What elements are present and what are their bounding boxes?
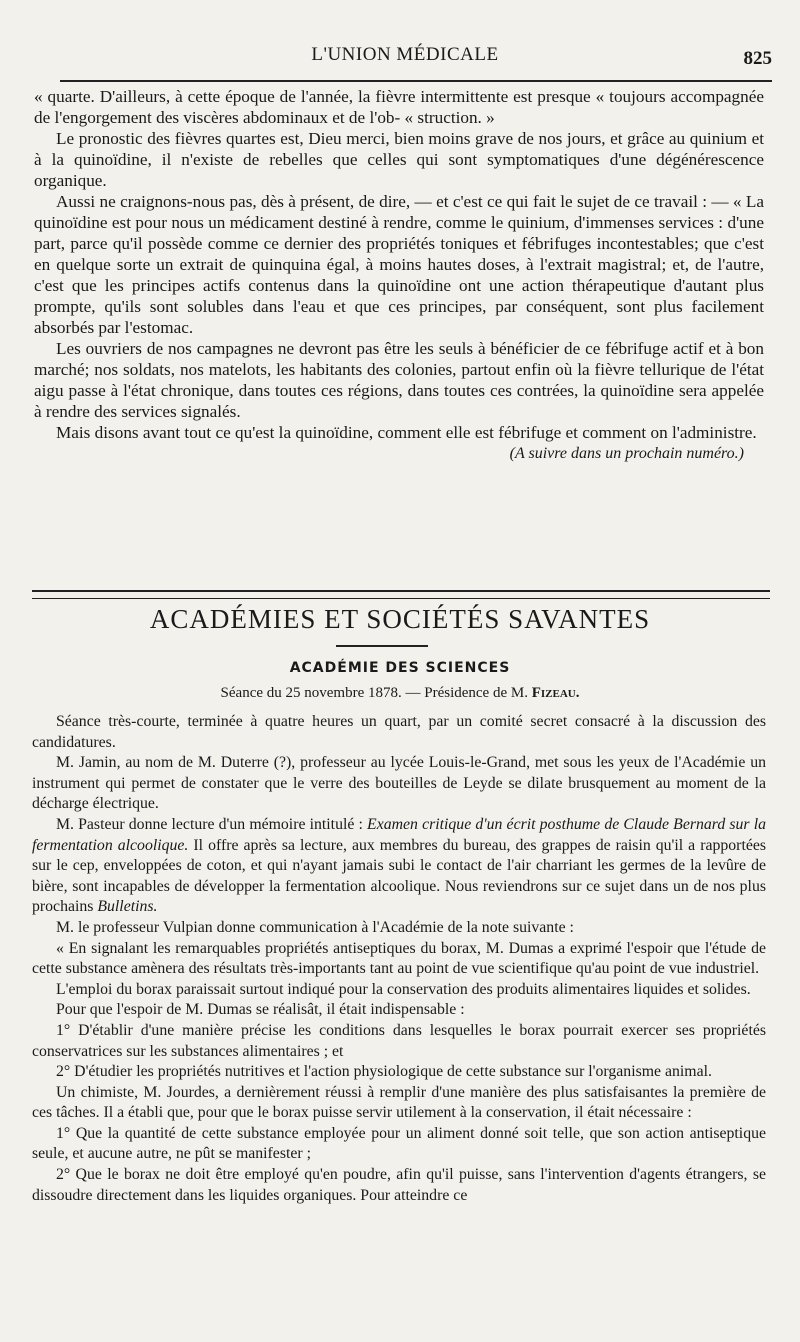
paragraph: M. Jamin, au nom de M. Duterre (?), professeur au lycée Louis-le-Grand, met sous les yeux de l'Académie un instrument qui permet de constater que le verre des bouteilles de Leyde se dilate brusquement au moment de la décharge électrique.	[32, 754, 766, 813]
paragraph: Pour que l'espoir de M. Dumas se réalisât, il était indispensable :	[56, 1001, 465, 1019]
article-continuation	[34, 86, 764, 464]
title-underline	[336, 645, 428, 647]
section-divider	[32, 590, 770, 599]
paragraph: « En signalant les remarquables propriétés antiseptiques du borax, M. Dumas a exprimé l'espoir que l'étude de cette substance amènera des résultats très-importants tant au point de vue scientifique qu'au point de vue industriel.	[32, 939, 766, 978]
header-rule	[60, 80, 772, 82]
paragraph: 2° Que le borax ne doit être employé qu'en poudre, afin qu'il puisse, sans l'intervention d'agents étrangers, se dissoudre directement dans les liquides organiques. Pour atteindre ce	[32, 1166, 766, 1204]
academy-report	[32, 712, 766, 1206]
bulletins-ref: Bulletins.	[97, 898, 158, 916]
to-be-continued-note: (A suivre dans un prochain numéro.)	[509, 445, 744, 462]
paragraph: 1° Que la quantité de cette substance employée pour un aliment donné soit telle, que son action antiseptique seule, et aucune autre, ne pût se manifester ;	[32, 1124, 766, 1163]
paragraph-text: M. Pasteur donne lecture d'un mémoire intitulé :	[56, 815, 368, 833]
paragraph: Le pronostic des fièvres quartes est, Dieu merci, bien moins grave de nos jours, et grâce au quinium et à la quinoïdine, il n'existe de rebelles que celles qui sont symptomatiques d'une dégénérescence organique.	[34, 129, 764, 190]
paragraph: Séance très-courte, terminée à quatre heures un quart, par un comité secret consacré à la discussion des candidatures.	[32, 713, 766, 751]
session-line	[30, 685, 770, 702]
page-number: 825	[743, 48, 772, 69]
paragraph: M. le professeur Vulpian donne communication à l'Académie de la note suivante :	[56, 918, 574, 936]
paragraph-text: Il offre après sa lecture, aux membres du bureau, des grappes de raisin qu'il a rapportées sur le cep, enveloppées de coton, et qui n'ayant jamais subi le contact de l'air charriant les germes de la levûre de bière, sont incapables de développer la fermentation alcoolique. Nous reviendrons sur ce sujet dans un de nos plus prochains	[32, 836, 767, 916]
section-subtitle: ACADÉMIE DES SCIENCES	[289, 660, 511, 676]
paragraph: « quarte. D'ailleurs, à cette époque de l'année, la fièvre intermittente est presque « toujours accompagnée de l'engorgement des viscères abdominaux et de l'ob- « struction. »	[34, 87, 764, 127]
section-title: ACADÉMIES ET SOCIÉTÉS SAVANTES	[149, 604, 651, 634]
session-president: Fizeau.	[531, 685, 580, 701]
paragraph: Un chimiste, M. Jourdes, a dernièrement réussi à remplir d'une manière des plus satisfaisantes la première de ces tâches. Il a établi que, pour que le borax puisse servir utilement à la conservation, il était nécessaire :	[32, 1083, 766, 1122]
paragraph: Les ouvriers de nos campagnes ne devront pas être les seuls à bénéficier de ce fébrifuge actif et à bon marché; nos soldats, nos matelots, les habitants des colonies, partout enfin où la fièvre tellurique de l'état aigu passe à l'état chronique, dans toutes ces régions, dans toutes ces contrées, la quinoïdine sera appelée à rendre des services signalés.	[34, 339, 764, 421]
paragraph: 1° D'établir d'une manière précise les conditions dans lesquelles le borax pourrait exercer ses propriétés conservatrices sur les substances alimentaires ; et	[32, 1021, 766, 1060]
paragraph	[32, 815, 766, 918]
memoir-title: Examen critique d'un écrit posthume de Claude Bernard sur la fermentation alcoolique.	[32, 815, 766, 854]
paragraph: Aussi ne craignons-nous pas, dès à présent, de dire, — et c'est ce qui fait le sujet de ce travail : — « La quinoïdine est pour nous un médicament destiné à rendre, comme le quinium, d'immenses services : d'une part, parce qu'il possède comme ce dernier des propriétés toniques et fébrifuges incontestables; que c'est en quelque sorte un extrait de quinquina égal, à moins hautes doses, à l'extrait magistral; et, de l'autre, c'est que les principes actifs contenus dans la quinoïdine ont une action thérapeutique d'autant plus prompte, qu'ils sont solubles dans l'eau et que ces principes, par conséquent, sont plus facilement absorbés par l'estomac.	[34, 192, 764, 337]
paragraph: L'emploi du borax paraissait surtout indiqué pour la conservation des produits alimentaires liquides et solides.	[56, 980, 751, 998]
running-title: L'UNION MÉDICALE	[311, 44, 499, 65]
page-header	[30, 44, 780, 78]
paragraph: 2° D'étudier les propriétés nutritives et l'action physiologique de cette substance sur l'organisme animal.	[56, 1063, 712, 1081]
session-date: Séance du 25 novembre 1878. — Présidence de M.	[220, 685, 528, 701]
paragraph: Mais disons avant tout ce qu'est la quinoïdine, comment elle est fébrifuge et comment on l'administre.	[56, 423, 757, 442]
